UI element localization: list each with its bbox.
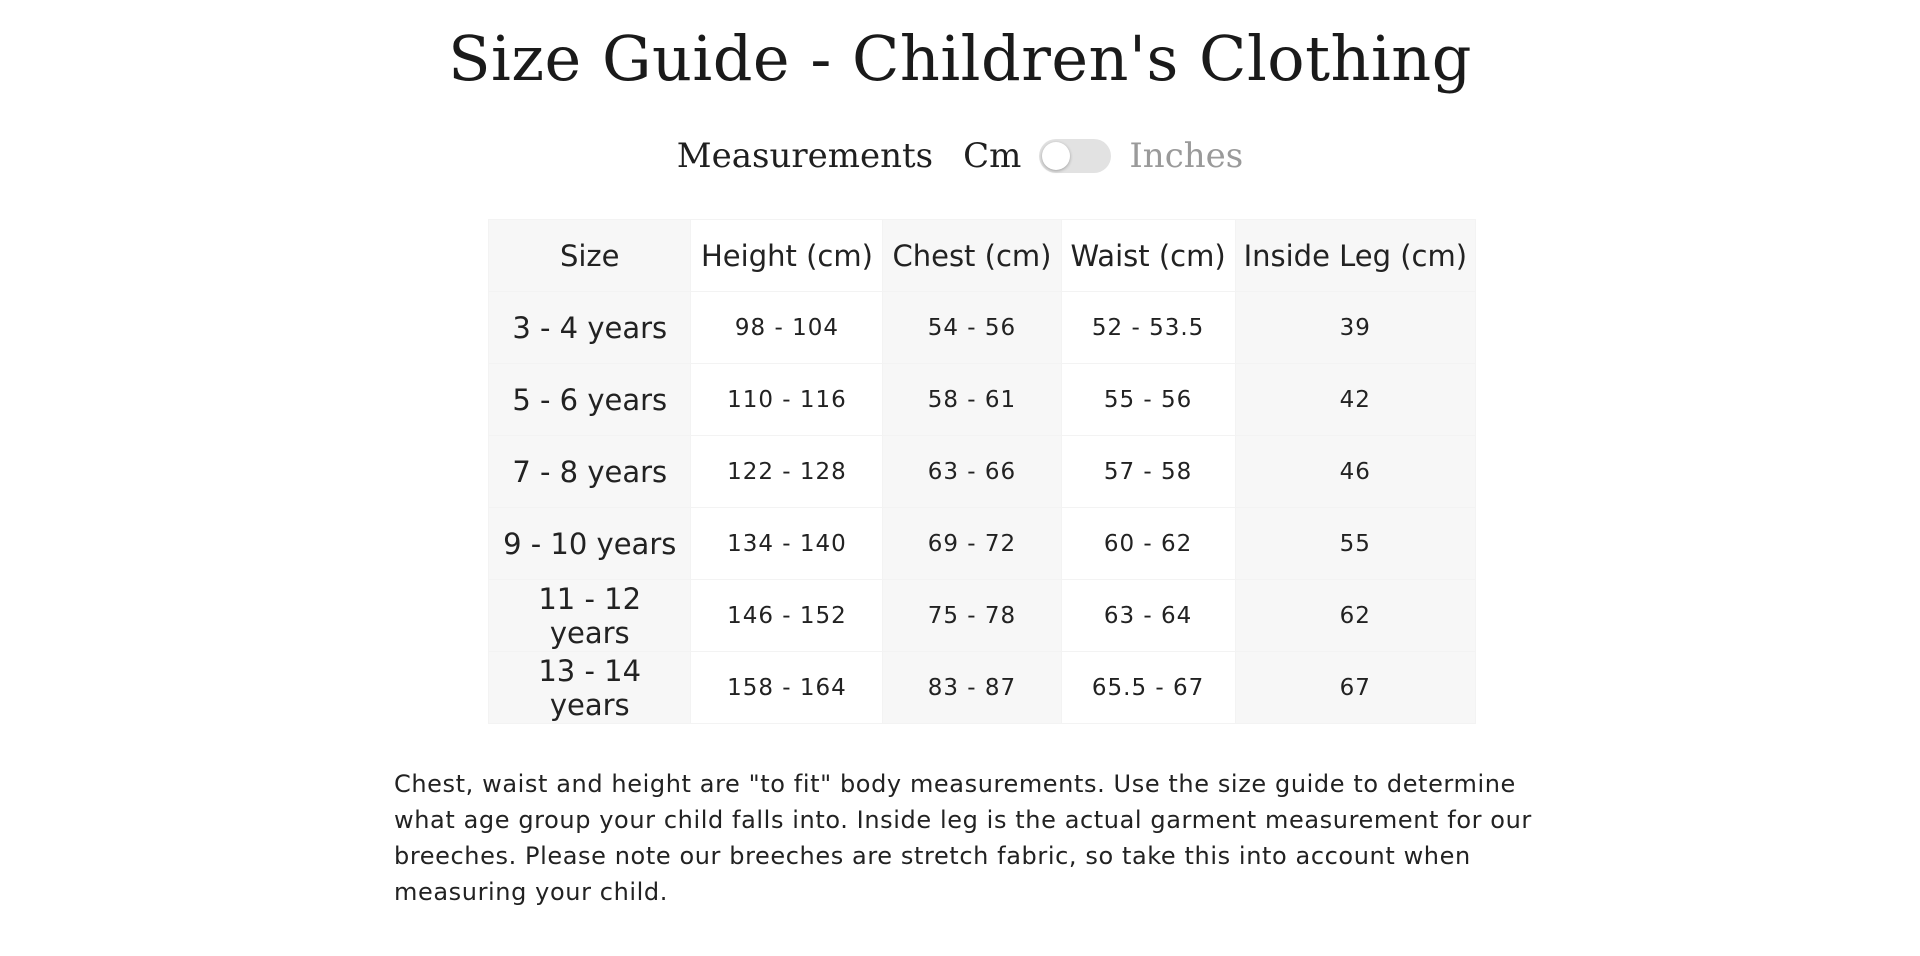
height-cell: 122 - 128: [691, 436, 883, 508]
header-chest: Chest (cm): [883, 220, 1061, 292]
size-cell: 5 - 6 years: [489, 364, 691, 436]
size-table: [488, 219, 1476, 724]
header-inside-leg: Inside Leg (cm): [1235, 220, 1475, 292]
chest-cell: 83 - 87: [883, 652, 1061, 724]
table-row: [489, 292, 1476, 364]
header-size: Size: [489, 220, 691, 292]
table-row: [489, 652, 1476, 724]
chest-cell: 75 - 78: [883, 580, 1061, 652]
chest-cell: 69 - 72: [883, 508, 1061, 580]
chest-cell: 54 - 56: [883, 292, 1061, 364]
unit-toggle[interactable]: [1039, 139, 1111, 173]
height-cell: 98 - 104: [691, 292, 883, 364]
table-row: [489, 508, 1476, 580]
inside-leg-cell: 62: [1235, 580, 1475, 652]
waist-cell: 65.5 - 67: [1061, 652, 1235, 724]
size-cell: 7 - 8 years: [489, 436, 691, 508]
header-waist: Waist (cm): [1061, 220, 1235, 292]
waist-cell: 63 - 64: [1061, 580, 1235, 652]
height-cell: 146 - 152: [691, 580, 883, 652]
inside-leg-cell: 39: [1235, 292, 1475, 364]
size-cell: 3 - 4 years: [489, 292, 691, 364]
table-header-row: [489, 220, 1476, 292]
waist-cell: 52 - 53.5: [1061, 292, 1235, 364]
header-height: Height (cm): [691, 220, 883, 292]
table-row: [489, 580, 1476, 652]
unit-inches-label[interactable]: Inches: [1129, 136, 1244, 176]
chest-cell: 63 - 66: [883, 436, 1061, 508]
waist-cell: 55 - 56: [1061, 364, 1235, 436]
inside-leg-cell: 67: [1235, 652, 1475, 724]
height-cell: 158 - 164: [691, 652, 883, 724]
unit-cm-label[interactable]: Cm: [963, 136, 1022, 176]
inside-leg-cell: 55: [1235, 508, 1475, 580]
table-row: [489, 436, 1476, 508]
inside-leg-cell: 42: [1235, 364, 1475, 436]
waist-cell: 60 - 62: [1061, 508, 1235, 580]
inside-leg-cell: 46: [1235, 436, 1475, 508]
chest-cell: 58 - 61: [883, 364, 1061, 436]
measurement-unit-switch: [0, 130, 1920, 182]
page-title: Size Guide - Children's Clothing: [448, 22, 1472, 95]
size-cell: 9 - 10 years: [489, 508, 691, 580]
size-cell: 13 - 14 years: [489, 652, 691, 724]
size-cell: 11 - 12 years: [489, 580, 691, 652]
height-cell: 110 - 116: [691, 364, 883, 436]
waist-cell: 57 - 58: [1061, 436, 1235, 508]
size-guide-note: Chest, waist and height are "to fit" body measurements. Use the size guide to determine what age group your child falls into. Inside leg is the actual garment measurement for our breeches. Please note our breeches are stretch fabric, so take this into account when measuring your child.: [394, 770, 1532, 906]
height-cell: 134 - 140: [691, 508, 883, 580]
measurements-label: Measurements: [676, 136, 934, 176]
toggle-knob: [1042, 142, 1070, 170]
table-row: [489, 364, 1476, 436]
